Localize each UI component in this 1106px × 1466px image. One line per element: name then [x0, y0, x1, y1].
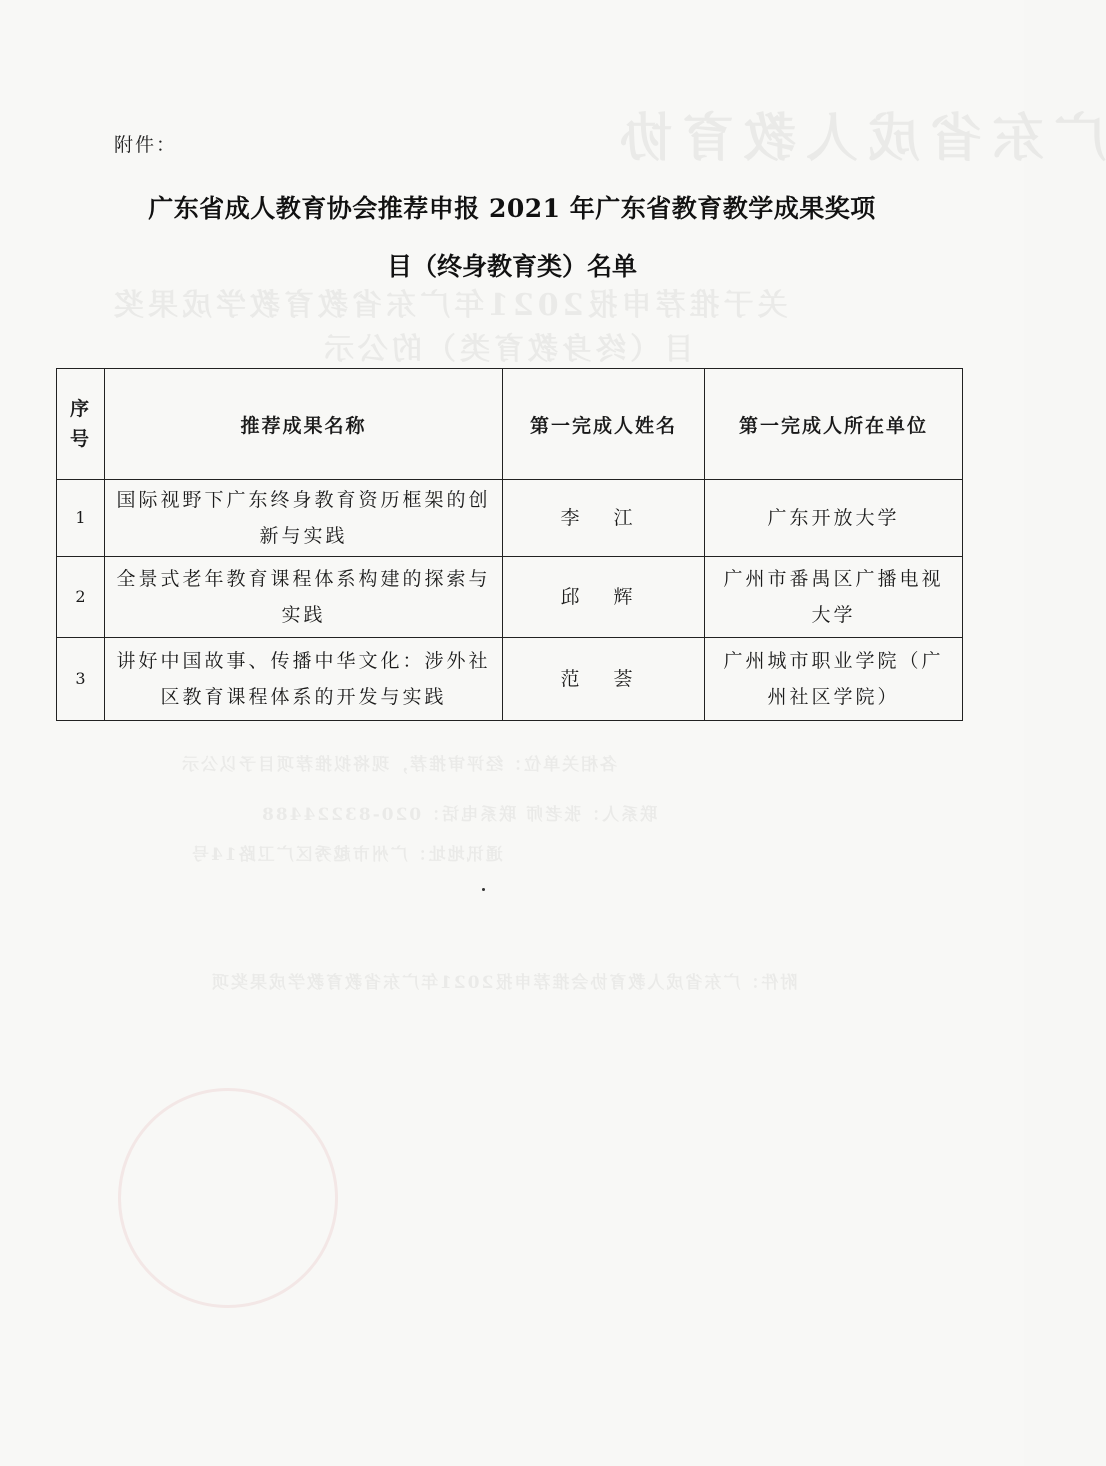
row-project-name: 讲好中国故事、传播中华文化：涉外社区教育课程体系的开发与实践	[105, 638, 503, 721]
document-title	[100, 180, 924, 296]
table-row	[57, 557, 963, 638]
header-first-completer-name: 第一完成人姓名	[503, 369, 705, 480]
row-first-completer-name: 邱 辉	[503, 557, 705, 638]
row-first-completer-name: 范 荟	[503, 638, 705, 721]
document-title-line-2: 目（终身教育类）名单	[386, 252, 637, 281]
bleed-through-subheading: 关于推荐申报2021年广东省教育教学成果奖	[110, 288, 788, 323]
header-project-name: 推荐成果名称	[105, 369, 503, 480]
row-first-completer-unit: 广州城市职业学院（广州社区学院）	[705, 638, 963, 721]
row-project-name: 全景式老年教育课程体系构建的探索与实践	[105, 557, 503, 638]
bleed-through-subheading-2: 目（终身教育类）的公示	[320, 332, 694, 367]
bleed-through-heading: 广东省成人教育协	[610, 108, 1106, 169]
bleed-through-body-4: 附件：广东省成人教育协会推荐申报2021年广东省教育教学成果奖项	[210, 973, 798, 993]
document-title-line-1: 广东省成人教育协会推荐申报 2021 年广东省教育教学成果奖项	[148, 194, 876, 223]
header-serial-number: 序号	[57, 369, 105, 480]
row-serial-number: 1	[57, 480, 105, 557]
bleed-through-body-3: 通讯地址：广州市越秀区广卫路14号	[190, 845, 503, 865]
table-row	[57, 638, 963, 721]
attachment-label: 附件：	[114, 134, 178, 156]
row-first-completer-unit: 广东开放大学	[705, 480, 963, 557]
bleed-through-body: 各相关单位：经评审推荐，现将拟推荐项目予以公示	[180, 755, 617, 775]
scan-speck	[482, 888, 485, 891]
bleed-through-seal	[118, 1088, 338, 1308]
table-header-row	[57, 369, 963, 480]
table-row	[57, 480, 963, 557]
row-project-name: 国际视野下广东终身教育资历框架的创新与实践	[105, 480, 503, 557]
row-serial-number: 2	[57, 557, 105, 638]
bleed-through-body-2: 联系人：张老师 联系电话：020-83224488	[260, 805, 658, 825]
header-first-completer-unit: 第一完成人所在单位	[705, 369, 963, 480]
recommended-projects-table	[56, 368, 963, 721]
row-first-completer-unit: 广州市番禺区广播电视大学	[705, 557, 963, 638]
row-first-completer-name: 李 江	[503, 480, 705, 557]
row-serial-number: 3	[57, 638, 105, 721]
